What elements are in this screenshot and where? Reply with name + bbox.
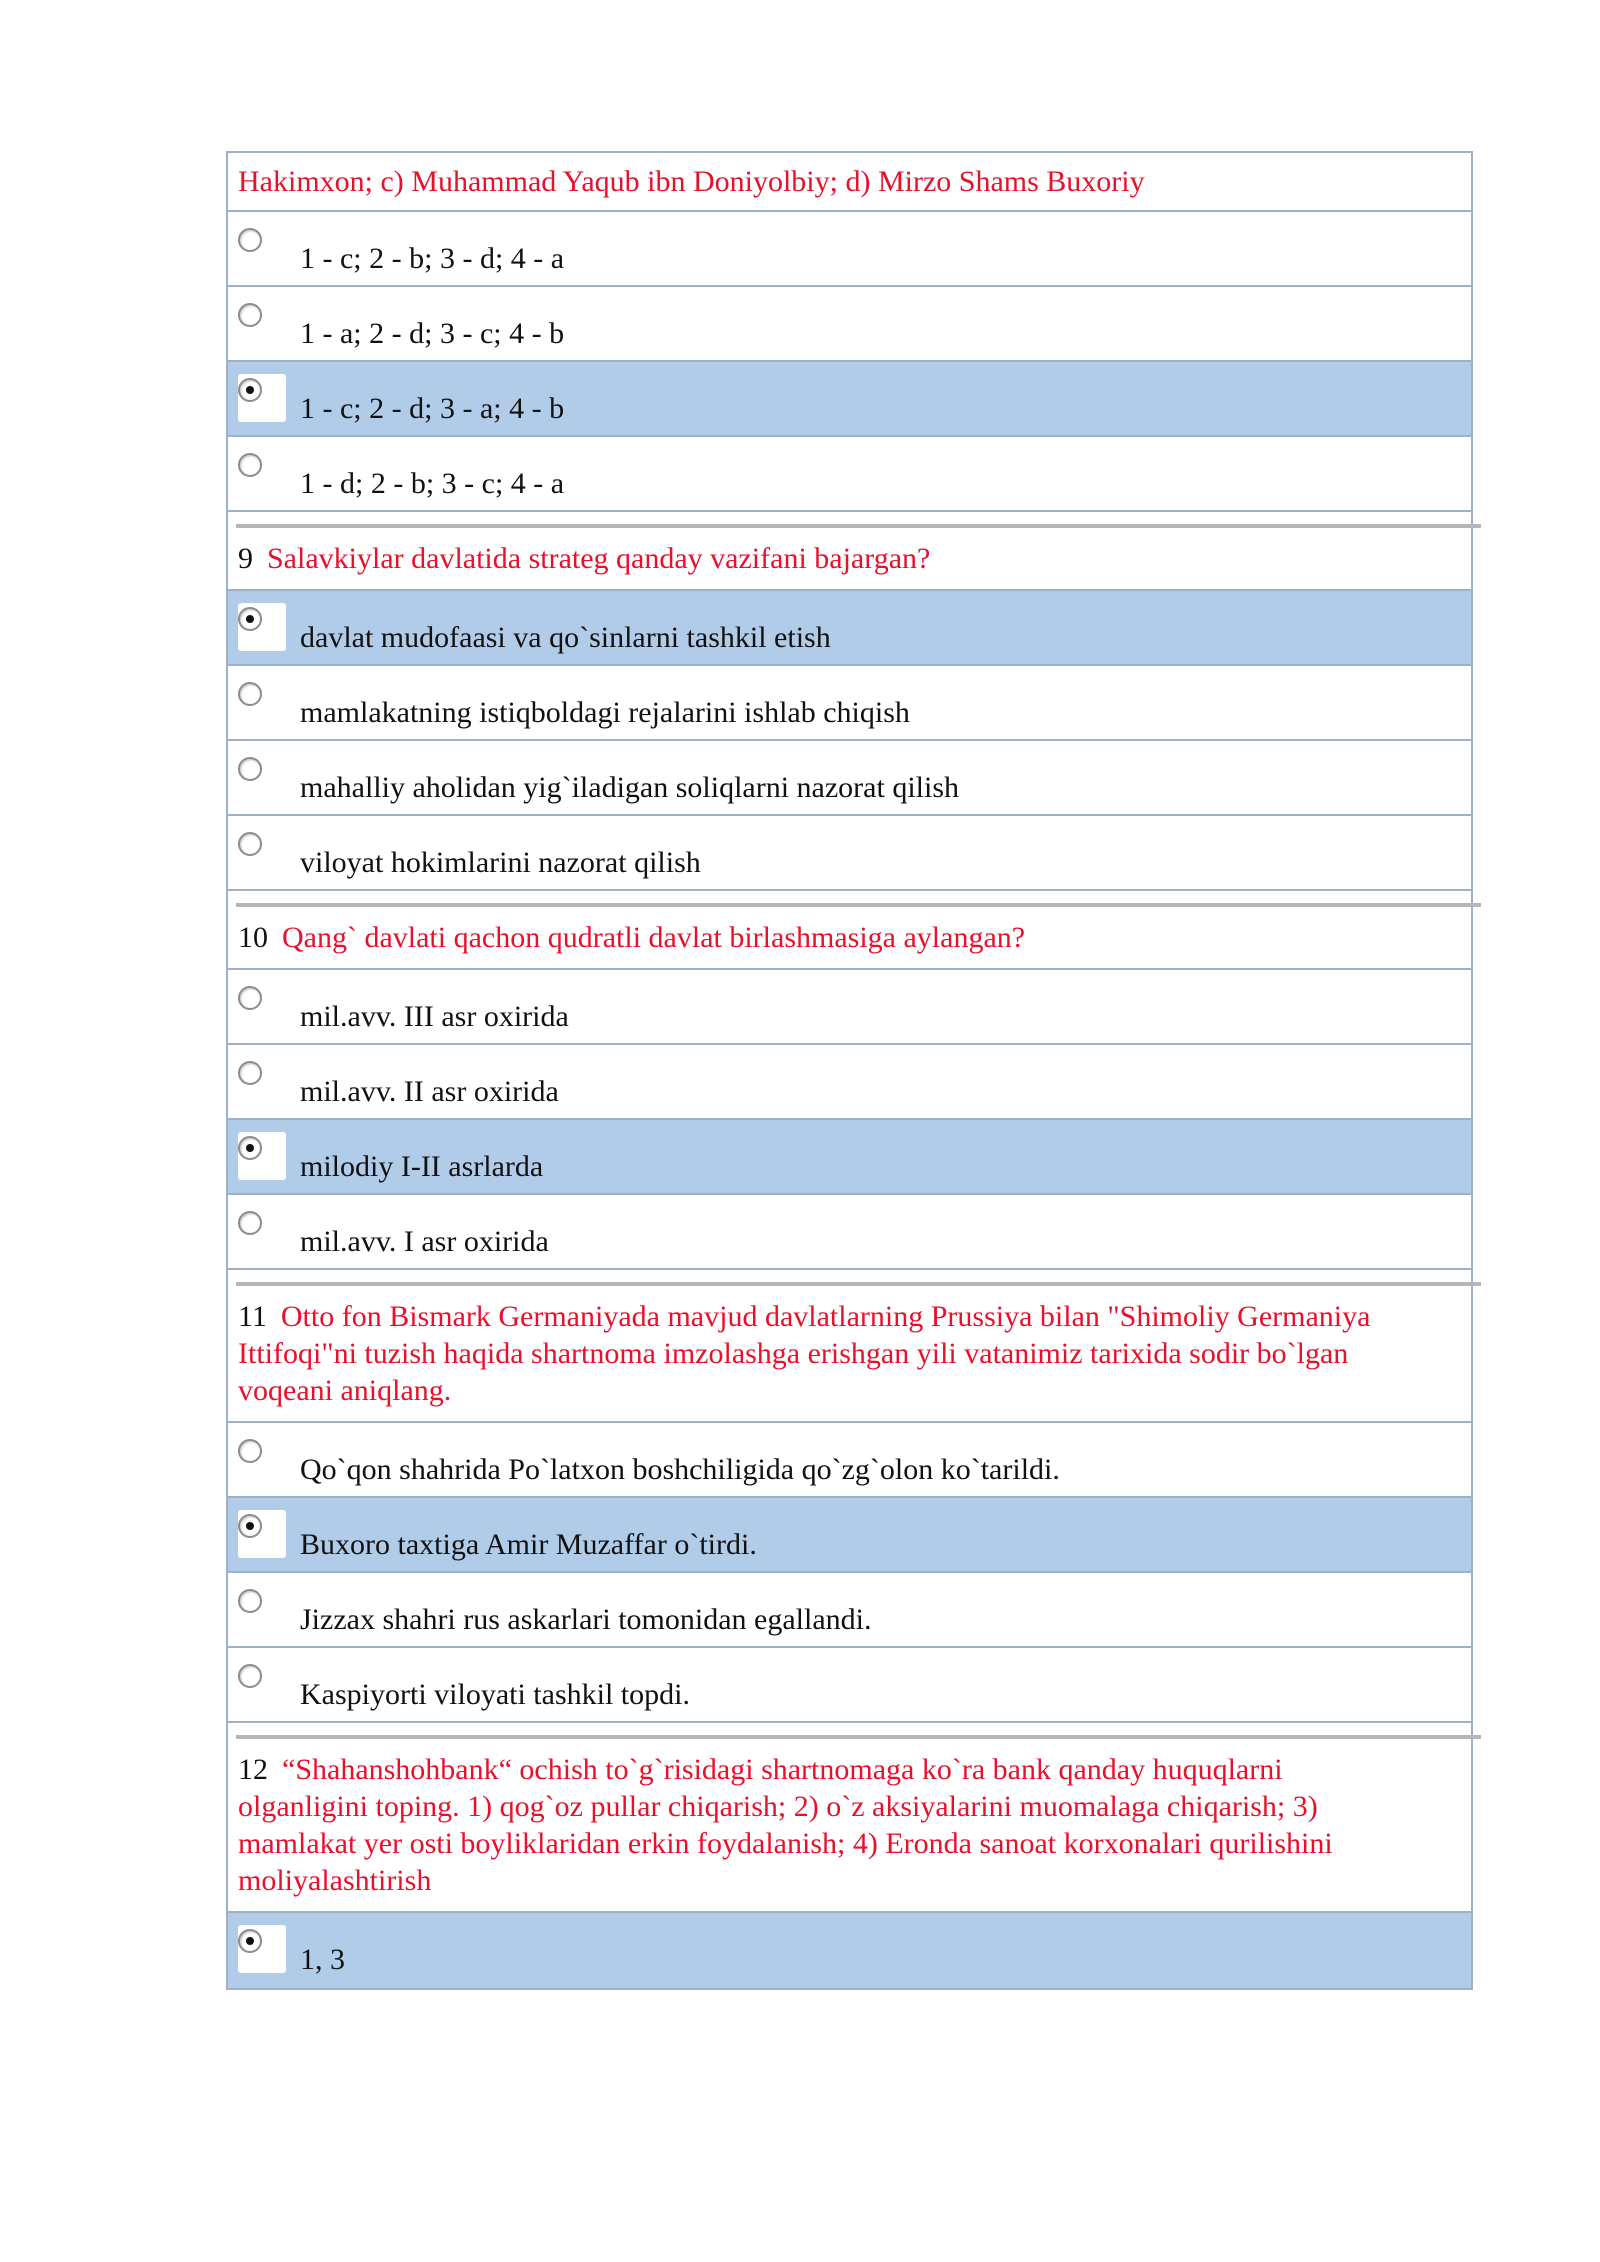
quiz-table: [226, 151, 1473, 1990]
radio-button-checked[interactable]: [238, 378, 262, 402]
option-label: 1 - c; 2 - d; 3 - a; 4 - b: [300, 392, 565, 425]
radio-button[interactable]: [238, 1589, 262, 1613]
answer-option[interactable]: [228, 1573, 1471, 1648]
question-prompt-line: mamlakat yer osti boyliklaridan erkin foydalanish; 4) Eronda sanoat korxonalari qurilishini: [238, 1827, 1333, 1860]
question-prompt-line: Ittifoqi"ni tuzish haqida shartnoma imzolashga erishgan yili vatanimiz tarixida sodir bo`lgan: [238, 1337, 1349, 1370]
radio-button-checked[interactable]: [238, 1929, 262, 1953]
radio-button[interactable]: [238, 1664, 262, 1688]
question-divider: [228, 891, 1471, 905]
question-9-text: [228, 526, 1471, 591]
option-label: Jizzax shahri rus askarlari tomonidan egallandi.: [300, 1603, 872, 1636]
option-label: mahalliy aholidan yig`iladigan soliqlarni nazorat qilish: [300, 771, 960, 804]
option-label: mil.avv. II asr oxirida: [300, 1075, 559, 1108]
question-10-text: [228, 905, 1471, 970]
option-label: milodiy I-II asrlarda: [300, 1150, 544, 1183]
option-label: Buxoro taxtiga Amir Muzaffar o`tirdi.: [300, 1528, 757, 1561]
answer-option[interactable]: [228, 816, 1471, 891]
question-prompt: Salavkiylar davlatida strateg qanday vazifani bajargan?: [267, 542, 931, 575]
option-label: 1 - c; 2 - b; 3 - d; 4 - a: [300, 242, 565, 275]
answer-option[interactable]: [228, 1648, 1471, 1723]
question-continuation-text: Hakimxon; c) Muhammad Yaqub ibn Doniyolbiy; d) Mirzo Shams Buxoriy: [228, 153, 1471, 212]
question-12-text: [228, 1737, 1471, 1913]
answer-option[interactable]: [228, 741, 1471, 816]
answer-option-selected[interactable]: [228, 362, 1471, 437]
option-label: 1, 3: [300, 1943, 345, 1976]
radio-button-checked[interactable]: [238, 1136, 262, 1160]
question-prompt-line: “Shahanshohbank“ ochish to`g`risidagi shartnomaga ko`ra bank qanday huquqlarni: [282, 1753, 1283, 1786]
radio-button[interactable]: [238, 1439, 262, 1463]
answer-option[interactable]: [228, 666, 1471, 741]
option-label: Qo`qon shahrida Po`latxon boshchiligida qo`zg`olon ko`tarildi.: [300, 1453, 1060, 1486]
question-divider: [228, 1270, 1471, 1284]
option-label: 1 - a; 2 - d; 3 - c; 4 - b: [300, 317, 565, 350]
radio-button-checked[interactable]: [238, 607, 262, 631]
option-label: mil.avv. I asr oxirida: [300, 1225, 549, 1258]
answer-option-selected[interactable]: [228, 1913, 1471, 1988]
answer-option-selected[interactable]: [228, 1498, 1471, 1573]
option-label: mamlakatning istiqboldagi rejalarini ishlab chiqish: [300, 696, 910, 729]
option-label: viloyat hokimlarini nazorat qilish: [300, 846, 701, 879]
answer-option[interactable]: [228, 1045, 1471, 1120]
radio-button[interactable]: [238, 682, 262, 706]
radio-button[interactable]: [238, 832, 262, 856]
question-divider: [228, 1723, 1471, 1737]
question-11-text: [228, 1284, 1471, 1423]
question-prompt-line: voqeani aniqlang.: [238, 1374, 452, 1407]
answer-option-selected[interactable]: [228, 591, 1471, 666]
option-label: davlat mudofaasi va qo`sinlarni tashkil etish: [300, 621, 831, 654]
question-number: 10: [238, 921, 268, 954]
radio-button[interactable]: [238, 1061, 262, 1085]
question-prompt-line: Otto fon Bismark Germaniyada mavjud davlatlarning Prussiya bilan "Shimoliy Germaniya: [280, 1300, 1371, 1333]
question-prompt: Qang` davlati qachon qudratli davlat birlashmasiga aylangan?: [282, 921, 1026, 954]
question-number: 11: [238, 1300, 267, 1333]
radio-button[interactable]: [238, 303, 262, 327]
question-divider: [228, 512, 1471, 526]
answer-option[interactable]: [228, 970, 1471, 1045]
option-label: Kaspiyorti viloyati tashkil topdi.: [300, 1678, 690, 1711]
radio-button[interactable]: [238, 228, 262, 252]
option-label: 1 - d; 2 - b; 3 - c; 4 - a: [300, 467, 565, 500]
question-prompt-line: moliyalashtirish: [238, 1864, 432, 1897]
question-number: 12: [238, 1753, 268, 1786]
radio-button[interactable]: [238, 453, 262, 477]
radio-button-checked[interactable]: [238, 1514, 262, 1538]
question-number: 9: [238, 542, 253, 575]
radio-button[interactable]: [238, 757, 262, 781]
answer-option[interactable]: [228, 1195, 1471, 1270]
answer-option[interactable]: [228, 437, 1471, 512]
answer-option[interactable]: [228, 212, 1471, 287]
answer-option-selected[interactable]: [228, 1120, 1471, 1195]
radio-button[interactable]: [238, 986, 262, 1010]
question-prompt-line: olganligini toping. 1) qog`oz pullar chiqarish; 2) o`z aksiyalarini muomalaga chiqarish; 3): [238, 1790, 1318, 1823]
option-label: mil.avv. III asr oxirida: [300, 1000, 569, 1033]
radio-button[interactable]: [238, 1211, 262, 1235]
answer-option[interactable]: [228, 287, 1471, 362]
answer-option[interactable]: [228, 1423, 1471, 1498]
